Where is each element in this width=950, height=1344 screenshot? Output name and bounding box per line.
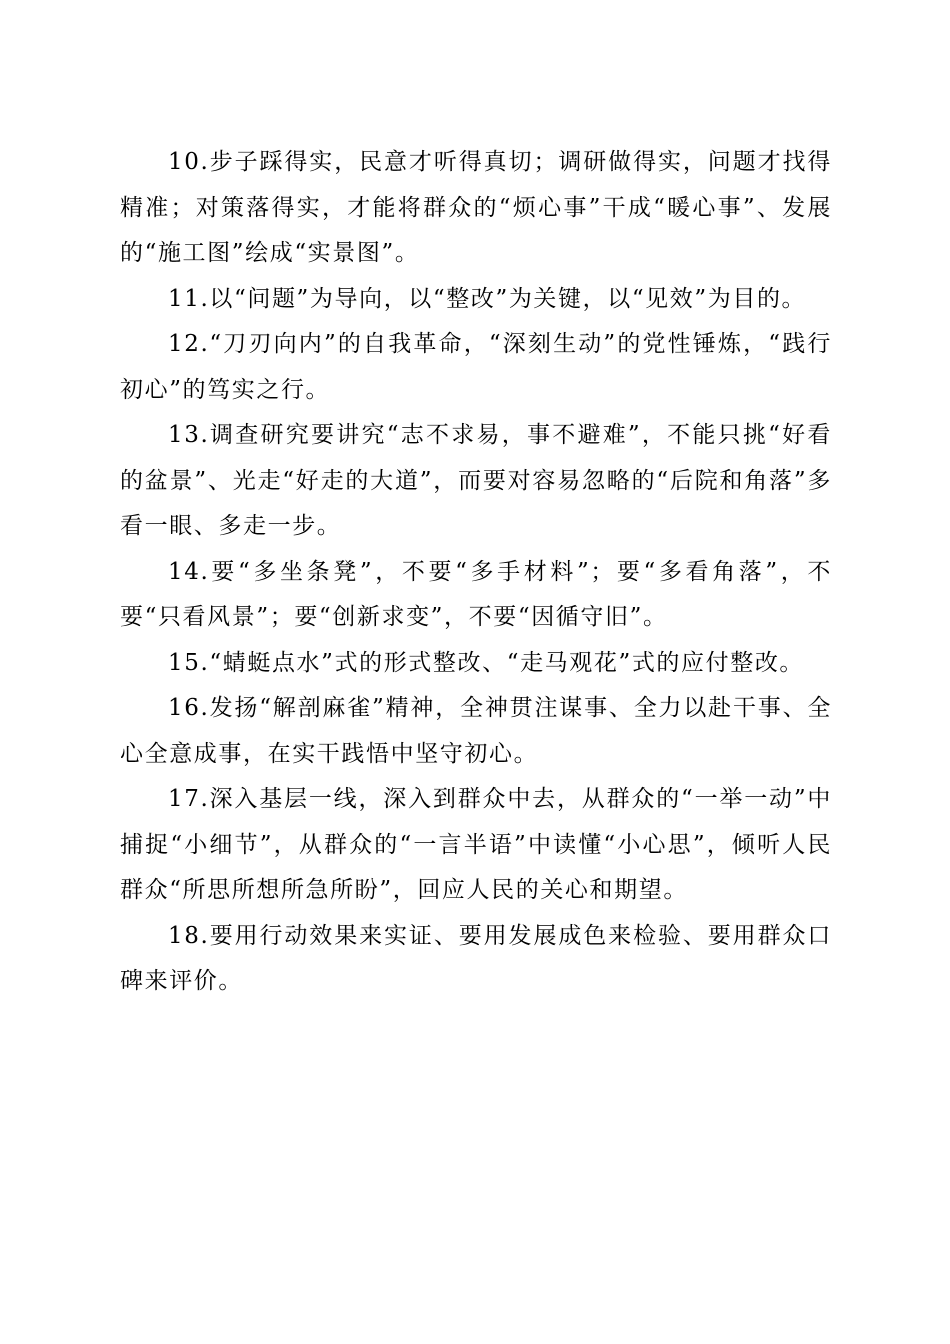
item-number: 15. xyxy=(168,649,210,676)
item-text: 要用行动效果来实证、要用发展成色来检验、要用群众口碑来评价。 xyxy=(120,922,832,994)
item-number: 11. xyxy=(168,285,210,312)
list-item xyxy=(120,140,832,277)
item-number: 14. xyxy=(168,558,210,585)
item-number: 17. xyxy=(168,786,210,812)
item-text: 步子踩得实，民意才听得真切；调研做得实，问题才找得精准；对策落得实，才能将群众的“烦心事”干成“暖心事”、发展的“施工图”绘成“实景图”。 xyxy=(120,149,832,266)
list-item xyxy=(120,413,832,550)
item-text: 以“问题”为导向，以“整改”为关键，以“见效”为目的。 xyxy=(209,285,807,312)
item-text: “刀刃向内”的自我革命，“深刻生动”的党性锤炼，“践行初心”的笃实之行。 xyxy=(120,331,832,403)
list-item xyxy=(120,914,832,1005)
item-text: “蜻蜓点水”式的形式整改、“走马观花”式的应付整改。 xyxy=(209,649,805,676)
item-text: 调查研究要讲究“志不求易，事不避难”，不能只挑“好看的盆景”、光走“好走的大道”，而要对容易忽略的“后院和角落”多看一眼、多走一步。 xyxy=(120,422,832,539)
list-item xyxy=(120,277,832,323)
list-item xyxy=(120,641,832,687)
item-number: 12. xyxy=(168,331,210,357)
item-number: 10. xyxy=(168,149,210,175)
list-item xyxy=(120,322,832,413)
item-number: 16. xyxy=(168,695,210,721)
document-page xyxy=(120,140,832,1005)
item-text: 要“多坐条凳”，不要“多手材料”；要“多看角落”，不要“只看风景”；要“创新求变”，不要“因循守旧”。 xyxy=(120,558,832,630)
item-number: 18. xyxy=(168,922,210,949)
list-item xyxy=(120,686,832,777)
list-item xyxy=(120,550,832,641)
item-text: 发扬“解剖麻雀”精神，全神贯注谋事、全力以赴干事、全心全意成事，在实干践悟中坚守初心。 xyxy=(120,695,832,767)
item-number: 13. xyxy=(168,422,210,448)
list-item xyxy=(120,777,832,914)
item-text: 深入基层一线，深入到群众中去，从群众的“一举一动”中捕捉“小细节”，从群众的“一言半语”中读懂“小心思”，倾听人民群众“所思所想所急所盼”，回应人民的关心和期望。 xyxy=(120,786,832,903)
